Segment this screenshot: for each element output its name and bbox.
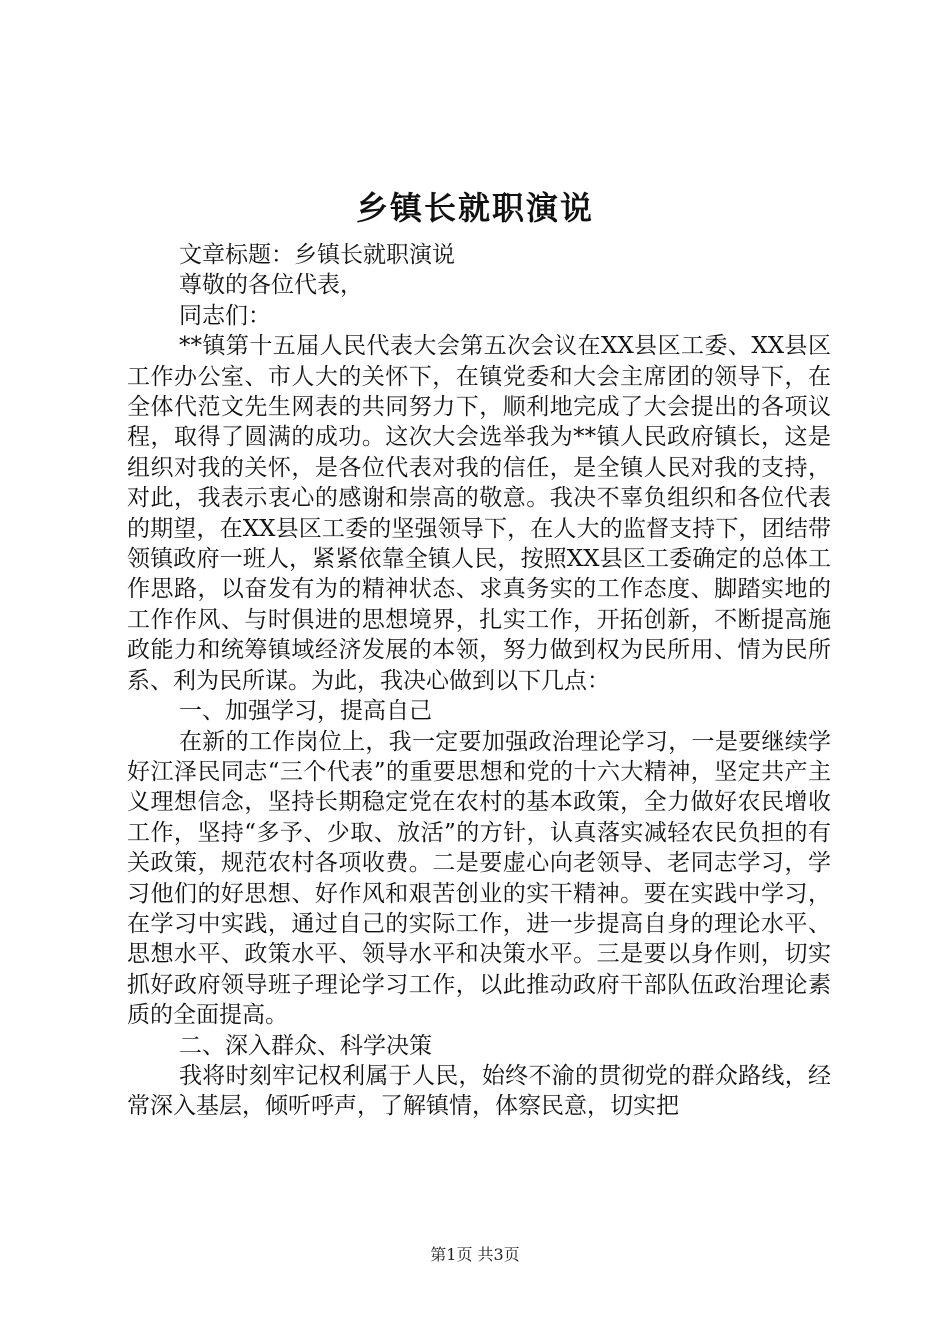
article-title-line: 文章标题：乡镇长就职演说 [179,242,455,268]
section-heading: 二、深入群众、科学决策 [179,1032,432,1059]
body-paragraph: 在新的工作岗位上，我一定要加强政治理论学习，一是要继续学好江泽民同志“三个代表”的重要思想和党的十六大精神，坚定共产主义理想信念，坚持长期稳定党在农村的基本政策，全力做好农民增收工作，坚持“多予、少取、放活”的方针，认真落实减轻农民负担的有关政策，规范农村各项收费。二是要虚心向老领导、老同志学习，学习他们的好思想、好作风和艰苦创业的实干精神。要在实践中学习，在学习中实践，通过自己的实际工作，进一步提高自身的理论水平、思想水平、政策水平、领导水平和决策水平。三是要以身作则，切实抓好政府领导班子理论学习工作，以此推动政府干部队伍政治理论素质的全面提高。 [127,728,831,1029]
salutation-comrades: 同志们： [179,302,271,329]
salutation-delegates: 尊敬的各位代表， [179,272,363,299]
section-heading: 一、加强学习，提高自己 [179,698,432,725]
body-paragraph: 我将时刻牢记权利属于人民，始终不渝的贯彻党的群众路线，经常深入基层，倾听呼声，了解镇情，体察民意，切实把 [127,1062,831,1120]
document-body [127,240,831,1122]
document-title: 乡镇长就职演说 [355,189,594,227]
body-paragraph: **镇第十五届人民代表大会第五次会议在XX县区工委、XX县区工作办公室、市人大的关怀下，在镇党委和大会主席团的领导下，在全体代范文先生网表的共同努力下，顺利地完成了大会提出的各项议程，取得了圆满的成功。这次大会选举我为**镇人民政府镇长，这是组织对我的关怀，是各位代表对我的信任，是全镇人民对我的支持，对此，我表示衷心的感谢和崇高的敬意。我决不辜负组织和各位代表的期望，在XX县区工委的坚强领导下，在人大的监督支持下，团结带领镇政府一班人，紧紧依靠全镇人民，按照XX县区工委确定的总体工作思路，以奋发有为的精神状态、求真务实的工作态度、脚踏实地的工作作风、与时俱进的思想境界，扎实工作，开拓创新，不断提高施政能力和统筹镇域经济发展的本领，努力做到权为民所用、情为民所系、利为民所谋。为此，我决心做到以下几点： [127,333,831,694]
page-footer: 第1页 共3页 [430,1245,520,1264]
